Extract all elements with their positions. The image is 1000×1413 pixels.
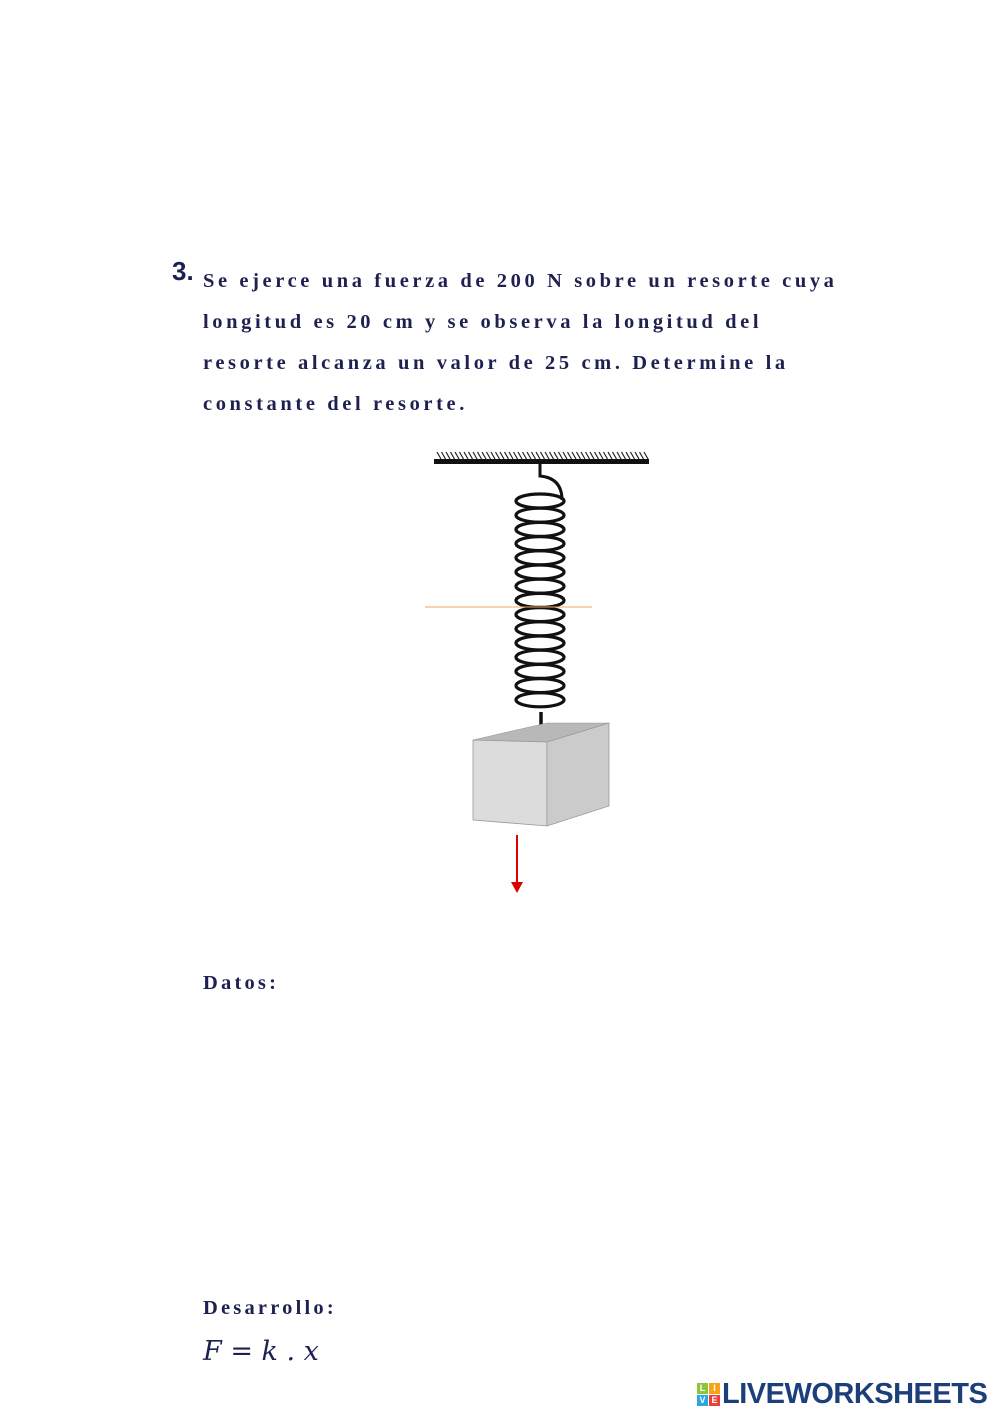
logo-tile: L [697, 1383, 708, 1394]
logo-wordmark: LIVEWORKSHEETS [722, 1378, 988, 1410]
hatch-mark [473, 452, 477, 459]
hatch-mark [451, 452, 455, 459]
hatch-mark [599, 452, 603, 459]
hatch-mark [590, 452, 594, 459]
hatch-mark [455, 452, 459, 459]
hatch-mark [622, 452, 626, 459]
hatch-mark [617, 452, 621, 459]
hatch-mark [554, 452, 558, 459]
hatch-mark [523, 452, 527, 459]
question-number: 3. [172, 256, 194, 286]
spring-coil [516, 537, 564, 551]
spring-coil [516, 565, 564, 579]
spring-coil [516, 508, 564, 522]
ceiling-bar [434, 459, 649, 464]
hatch-mark [491, 452, 495, 459]
spring-coil [516, 664, 564, 678]
hatch-mark [572, 452, 576, 459]
hatch-mark [460, 452, 464, 459]
hatch-mark [518, 452, 522, 459]
question-line: constante del resorte. [203, 393, 468, 415]
hatch-mark [568, 452, 572, 459]
spring-coil [516, 522, 564, 536]
hatch-mark [469, 452, 473, 459]
hatch-mark [635, 452, 639, 459]
hatch-mark [613, 452, 617, 459]
hatch-mark [505, 452, 509, 459]
hatch-mark [527, 452, 531, 459]
hatch-mark [442, 452, 446, 459]
spring-coil [516, 650, 564, 664]
question-line: longitud es 20 cm y se observa la longitud del [203, 311, 763, 333]
hatch-mark [631, 452, 635, 459]
spring-coil [516, 593, 564, 607]
spring-coil [516, 551, 564, 565]
logo-tile: E [709, 1395, 720, 1406]
hatch-mark [437, 452, 441, 459]
hatch-mark [446, 452, 450, 459]
hatch-mark [514, 452, 518, 459]
hatch-mark [478, 452, 482, 459]
hatch-mark [500, 452, 504, 459]
logo-tile: V [697, 1395, 708, 1406]
hatch-mark [559, 452, 563, 459]
hatch-mark [550, 452, 554, 459]
hatch-mark [595, 452, 599, 459]
hatch-mark [482, 452, 486, 459]
desarrollo-label: Desarrollo: [203, 1297, 337, 1319]
spring-coil [516, 693, 564, 707]
hatch-mark [581, 452, 585, 459]
hatch-mark [644, 452, 648, 459]
hatch-mark [604, 452, 608, 459]
hatch-mark [532, 452, 536, 459]
question-line: resorte alcanza un valor de 25 cm. Determine la [203, 352, 789, 374]
hatch-mark [563, 452, 567, 459]
spring-coils [516, 494, 564, 707]
spring-coil [516, 494, 564, 508]
liveworksheets-logo [697, 1378, 987, 1411]
hatch-mark [586, 452, 590, 459]
spring-coil [516, 608, 564, 622]
hatch-mark [487, 452, 491, 459]
hatch-mark [626, 452, 630, 459]
hatch-mark [509, 452, 513, 459]
datos-label: Datos: [203, 972, 280, 994]
hatch-mark [496, 452, 500, 459]
hatch-mark [464, 452, 468, 459]
spring-coil [516, 622, 564, 636]
spring-coil [516, 579, 564, 593]
force-arrow-head [511, 882, 523, 893]
block-front [473, 740, 547, 826]
logo-tile: I [709, 1383, 720, 1394]
ceiling-hatch [437, 452, 648, 459]
hatch-mark [577, 452, 581, 459]
hatch-mark [608, 452, 612, 459]
hatch-mark [536, 452, 540, 459]
hatch-mark [640, 452, 644, 459]
hooke-formula: F = k . x [203, 1336, 319, 1367]
logo-tiles [697, 1383, 720, 1406]
hatch-mark [545, 452, 549, 459]
question-line: Se ejerce una fuerza de 200 N sobre un resorte cuya [203, 270, 838, 292]
spring-coil [516, 679, 564, 693]
spring-coil [516, 636, 564, 650]
hatch-mark [541, 452, 545, 459]
